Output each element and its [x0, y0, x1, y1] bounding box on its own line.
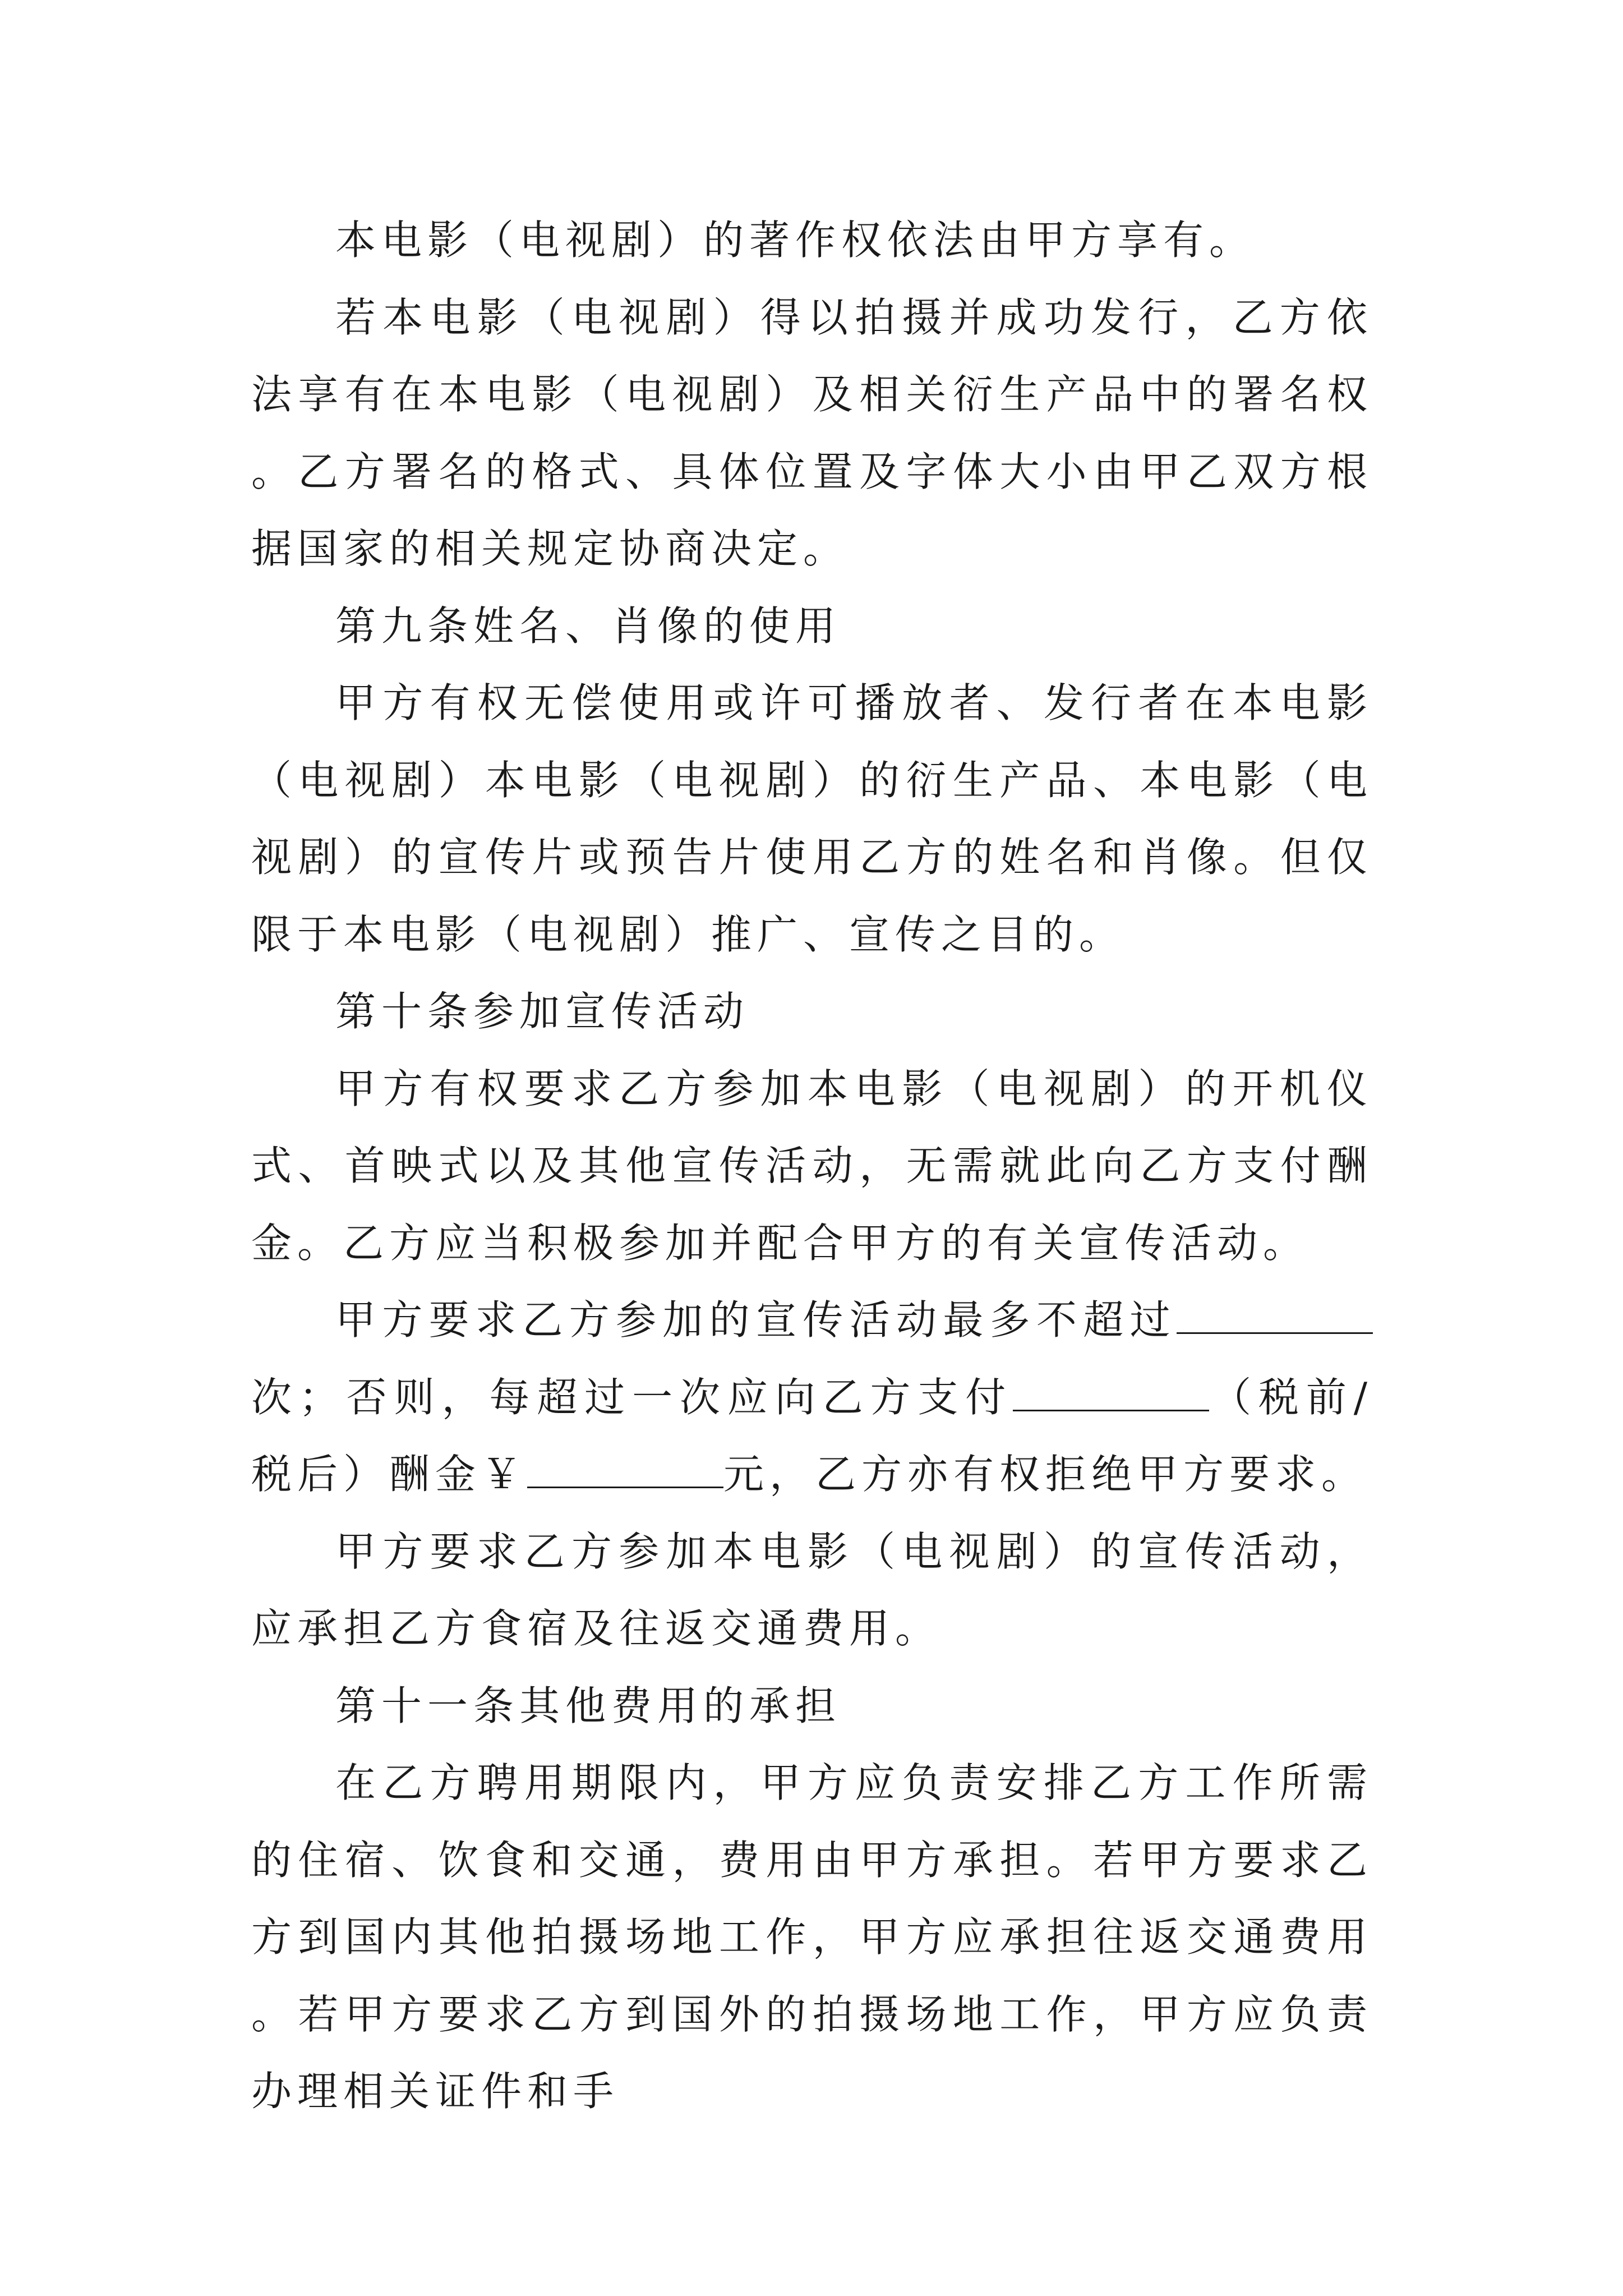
blank-times-field[interactable] — [1177, 1296, 1373, 1334]
paragraph-other-costs: 在乙方聘用期限内，甲方应负责安排乙方工作所需的住宿、饮食和交通，费用由甲方承担。若甲方要求乙方到国内其他拍摄场地工作，甲方应承担往返交通费用。若甲方要求乙方到国外的拍摄场地工作，甲方应负责办理相关证件和手 — [251, 1759, 1373, 2115]
heading-article-9: 第九条姓名、肖像的使用 — [335, 602, 842, 650]
paragraph-promotion-costs: 甲方要求乙方参加本电影（电视剧）的宣传活动，应承担乙方食宿及往返交通费用。 — [251, 1527, 1373, 1652]
paragraph-copyright: 本电影（电视剧）的著作权依法由甲方享有。 — [335, 217, 1256, 264]
heading-article-10: 第十条参加宣传活动 — [335, 988, 750, 1035]
promotion-limit-text-2: 次；否则，每超过一次应向乙方支付 — [251, 1373, 1013, 1421]
paragraph-promotion: 甲方有权要求乙方参加本电影（电视剧）的开机仪式、首映式以及其他宣传活动，无需就此向乙方支付酬金。乙方应当积极参加并配合甲方的有关宣传活动。 — [251, 1065, 1373, 1267]
paragraph-attribution: 若本电影（电视剧）得以拍摄并成功发行，乙方依法享有在本电影（电视剧）及相关衍生产品中的署名权。乙方署名的格式、具体位置及字体大小由甲乙双方根据国家的相关规定协商决定。 — [251, 293, 1373, 572]
paragraph-promotion-limit — [251, 1282, 1373, 1513]
paragraph-name-portrait: 甲方有权无偿使用或许可播放者、发行者在本电影（电视剧）本电影（电视剧）的衍生产品、本电影（电视剧）的宣传片或预告片使用乙方的姓名和肖像。但仅限于本电影（电视剧）推广、宣传之目的。 — [251, 679, 1373, 958]
blank-amount-field[interactable] — [527, 1450, 723, 1488]
promotion-limit-text-4: 元，乙方亦有权拒绝甲方要求。 — [723, 1451, 1368, 1498]
promotion-limit-text-1: 甲方要求乙方参加的宣传活动最多不超过 — [335, 1296, 1177, 1343]
blank-payment-field[interactable] — [1013, 1373, 1209, 1411]
heading-article-11: 第十一条其他费用的承担 — [335, 1682, 842, 1729]
document-body — [251, 202, 1373, 2131]
promotion-limit-text-3: （税前/税后）酬金￥ — [251, 1373, 1373, 1498]
